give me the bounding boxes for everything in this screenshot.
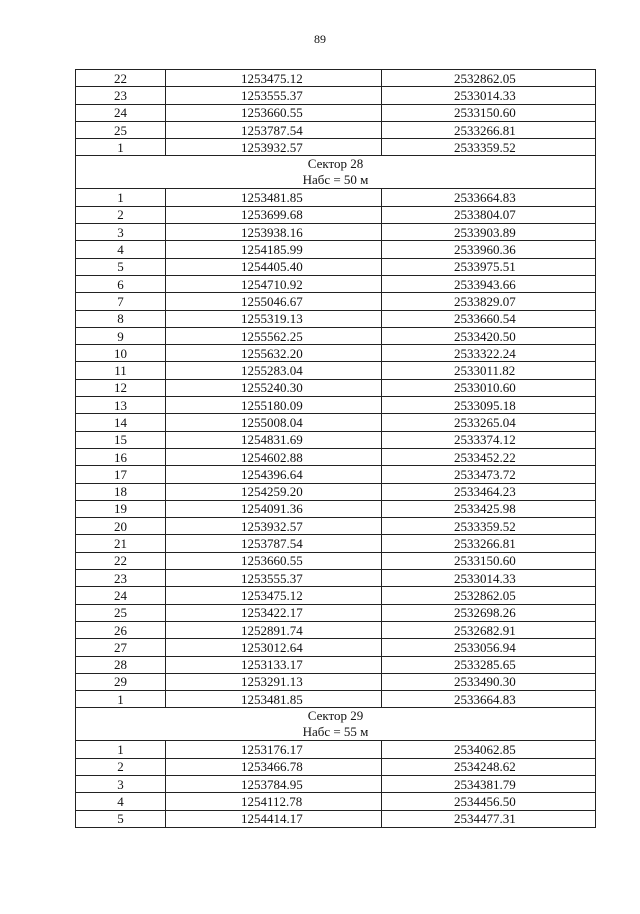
table-row <box>76 189 596 206</box>
x-coordinate-cell: 1254396.64 <box>166 466 382 483</box>
point-number-cell: 5 <box>76 810 166 827</box>
x-coordinate-cell: 1254414.17 <box>166 810 382 827</box>
table-row <box>76 310 596 327</box>
sector-header-row <box>76 708 596 741</box>
point-number-cell: 2 <box>76 206 166 223</box>
table-row <box>76 258 596 275</box>
x-coordinate-cell: 1254091.36 <box>166 500 382 517</box>
table-row <box>76 379 596 396</box>
table-row <box>76 206 596 223</box>
table-row <box>76 691 596 708</box>
x-coordinate-cell: 1255562.25 <box>166 327 382 344</box>
point-number-cell: 18 <box>76 483 166 500</box>
x-coordinate-cell: 1253555.37 <box>166 570 382 587</box>
y-coordinate-cell: 2533452.22 <box>382 448 596 465</box>
point-number-cell: 16 <box>76 448 166 465</box>
table-row <box>76 500 596 517</box>
point-number-cell: 1 <box>76 691 166 708</box>
point-number-cell: 12 <box>76 379 166 396</box>
x-coordinate-cell: 1253012.64 <box>166 639 382 656</box>
table-row <box>76 121 596 138</box>
sector-header-row <box>76 156 596 189</box>
point-number-cell: 28 <box>76 656 166 673</box>
y-coordinate-cell: 2533359.52 <box>382 139 596 156</box>
y-coordinate-cell: 2533150.60 <box>382 104 596 121</box>
x-coordinate-cell: 1253784.95 <box>166 775 382 792</box>
page-number: 89 <box>314 32 326 46</box>
point-number-cell: 3 <box>76 224 166 241</box>
y-coordinate-cell: 2532682.91 <box>382 621 596 638</box>
point-number-cell: 10 <box>76 345 166 362</box>
y-coordinate-cell: 2533265.04 <box>382 414 596 431</box>
x-coordinate-cell: 1253422.17 <box>166 604 382 621</box>
point-number-cell: 3 <box>76 775 166 792</box>
y-coordinate-cell: 2532862.05 <box>382 70 596 87</box>
y-coordinate-cell: 2533464.23 <box>382 483 596 500</box>
x-coordinate-cell: 1254259.20 <box>166 483 382 500</box>
y-coordinate-cell: 2533829.07 <box>382 293 596 310</box>
y-coordinate-cell: 2533420.50 <box>382 327 596 344</box>
table-row <box>76 639 596 656</box>
table-row <box>76 518 596 535</box>
x-coordinate-cell: 1254602.88 <box>166 448 382 465</box>
table-row <box>76 604 596 621</box>
table-row <box>76 293 596 310</box>
y-coordinate-cell: 2533804.07 <box>382 206 596 223</box>
point-number-cell: 26 <box>76 621 166 638</box>
point-number-cell: 9 <box>76 327 166 344</box>
x-coordinate-cell: 1253660.55 <box>166 552 382 569</box>
table-row <box>76 431 596 448</box>
y-coordinate-cell: 2532862.05 <box>382 587 596 604</box>
point-number-cell: 19 <box>76 500 166 517</box>
table-row <box>76 414 596 431</box>
table-row <box>76 448 596 465</box>
y-coordinate-cell: 2533095.18 <box>382 397 596 414</box>
sector-header <box>76 708 596 741</box>
point-number-cell: 25 <box>76 121 166 138</box>
table-row <box>76 587 596 604</box>
point-number-cell: 1 <box>76 741 166 758</box>
point-number-cell: 22 <box>76 552 166 569</box>
point-number-cell: 8 <box>76 310 166 327</box>
point-number-cell: 22 <box>76 70 166 87</box>
x-coordinate-cell: 1253475.12 <box>166 70 382 87</box>
x-coordinate-cell: 1253932.57 <box>166 139 382 156</box>
x-coordinate-cell: 1252891.74 <box>166 621 382 638</box>
y-coordinate-cell: 2533943.66 <box>382 275 596 292</box>
table-row <box>76 345 596 362</box>
coordinates-table <box>75 69 596 828</box>
y-coordinate-cell: 2532698.26 <box>382 604 596 621</box>
table-row <box>76 139 596 156</box>
y-coordinate-cell: 2534381.79 <box>382 775 596 792</box>
y-coordinate-cell: 2533660.54 <box>382 310 596 327</box>
y-coordinate-cell: 2533010.60 <box>382 379 596 396</box>
point-number-cell: 21 <box>76 535 166 552</box>
y-coordinate-cell: 2533266.81 <box>382 121 596 138</box>
point-number-cell: 15 <box>76 431 166 448</box>
point-number-cell: 1 <box>76 189 166 206</box>
point-number-cell: 14 <box>76 414 166 431</box>
y-coordinate-cell: 2533266.81 <box>382 535 596 552</box>
point-number-cell: 4 <box>76 241 166 258</box>
table-row <box>76 104 596 121</box>
y-coordinate-cell: 2534456.50 <box>382 793 596 810</box>
table-row <box>76 483 596 500</box>
y-coordinate-cell: 2533322.24 <box>382 345 596 362</box>
point-number-cell: 1 <box>76 139 166 156</box>
table-row <box>76 810 596 827</box>
point-number-cell: 2 <box>76 758 166 775</box>
y-coordinate-cell: 2533960.36 <box>382 241 596 258</box>
point-number-cell: 23 <box>76 570 166 587</box>
y-coordinate-cell: 2533664.83 <box>382 691 596 708</box>
y-coordinate-cell: 2533056.94 <box>382 639 596 656</box>
y-coordinate-cell: 2533374.12 <box>382 431 596 448</box>
table-row <box>76 397 596 414</box>
x-coordinate-cell: 1255632.20 <box>166 345 382 362</box>
table-row <box>76 741 596 758</box>
x-coordinate-cell: 1253176.17 <box>166 741 382 758</box>
table-row <box>76 241 596 258</box>
sector-height: Набс = 55 м <box>302 724 369 740</box>
table-row <box>76 70 596 87</box>
y-coordinate-cell: 2534248.62 <box>382 758 596 775</box>
y-coordinate-cell: 2533359.52 <box>382 518 596 535</box>
y-coordinate-cell: 2533975.51 <box>382 258 596 275</box>
y-coordinate-cell: 2533473.72 <box>382 466 596 483</box>
x-coordinate-cell: 1253932.57 <box>166 518 382 535</box>
x-coordinate-cell: 1253291.13 <box>166 673 382 690</box>
point-number-cell: 23 <box>76 87 166 104</box>
point-number-cell: 24 <box>76 587 166 604</box>
y-coordinate-cell: 2533014.33 <box>382 570 596 587</box>
y-coordinate-cell: 2534062.85 <box>382 741 596 758</box>
table-row <box>76 552 596 569</box>
x-coordinate-cell: 1253133.17 <box>166 656 382 673</box>
x-coordinate-cell: 1253466.78 <box>166 758 382 775</box>
table-row <box>76 656 596 673</box>
y-coordinate-cell: 2533664.83 <box>382 189 596 206</box>
table-row <box>76 87 596 104</box>
x-coordinate-cell: 1253475.12 <box>166 587 382 604</box>
y-coordinate-cell: 2533285.65 <box>382 656 596 673</box>
point-number-cell: 5 <box>76 258 166 275</box>
sector-header <box>76 156 596 189</box>
x-coordinate-cell: 1255240.30 <box>166 379 382 396</box>
x-coordinate-cell: 1253660.55 <box>166 104 382 121</box>
x-coordinate-cell: 1254831.69 <box>166 431 382 448</box>
point-number-cell: 27 <box>76 639 166 656</box>
sector-height: Набс = 50 м <box>302 172 369 188</box>
point-number-cell: 20 <box>76 518 166 535</box>
x-coordinate-cell: 1255008.04 <box>166 414 382 431</box>
table-row <box>76 535 596 552</box>
point-number-cell: 11 <box>76 362 166 379</box>
x-coordinate-cell: 1255180.09 <box>166 397 382 414</box>
x-coordinate-cell: 1253699.68 <box>166 206 382 223</box>
table-row <box>76 793 596 810</box>
y-coordinate-cell: 2533903.89 <box>382 224 596 241</box>
point-number-cell: 7 <box>76 293 166 310</box>
x-coordinate-cell: 1253555.37 <box>166 87 382 104</box>
table-row <box>76 275 596 292</box>
x-coordinate-cell: 1254405.40 <box>166 258 382 275</box>
y-coordinate-cell: 2533011.82 <box>382 362 596 379</box>
x-coordinate-cell: 1255046.67 <box>166 293 382 310</box>
y-coordinate-cell: 2533490.30 <box>382 673 596 690</box>
table-row <box>76 570 596 587</box>
point-number-cell: 13 <box>76 397 166 414</box>
table-row <box>76 224 596 241</box>
point-number-cell: 24 <box>76 104 166 121</box>
point-number-cell: 17 <box>76 466 166 483</box>
table-row <box>76 775 596 792</box>
x-coordinate-cell: 1253787.54 <box>166 535 382 552</box>
table-row <box>76 621 596 638</box>
x-coordinate-cell: 1255319.13 <box>166 310 382 327</box>
coordinates-table-body <box>76 70 596 828</box>
point-number-cell: 29 <box>76 673 166 690</box>
point-number-cell: 6 <box>76 275 166 292</box>
table-row <box>76 362 596 379</box>
x-coordinate-cell: 1253787.54 <box>166 121 382 138</box>
x-coordinate-cell: 1255283.04 <box>166 362 382 379</box>
x-coordinate-cell: 1253481.85 <box>166 691 382 708</box>
sector-title: Сектор 29 <box>307 708 364 724</box>
y-coordinate-cell: 2533014.33 <box>382 87 596 104</box>
table-row <box>76 327 596 344</box>
table-row <box>76 673 596 690</box>
x-coordinate-cell: 1253481.85 <box>166 189 382 206</box>
y-coordinate-cell: 2533150.60 <box>382 552 596 569</box>
x-coordinate-cell: 1254710.92 <box>166 275 382 292</box>
y-coordinate-cell: 2533425.98 <box>382 500 596 517</box>
point-number-cell: 25 <box>76 604 166 621</box>
x-coordinate-cell: 1254185.99 <box>166 241 382 258</box>
x-coordinate-cell: 1254112.78 <box>166 793 382 810</box>
table-row <box>76 466 596 483</box>
y-coordinate-cell: 2534477.31 <box>382 810 596 827</box>
x-coordinate-cell: 1253938.16 <box>166 224 382 241</box>
table-row <box>76 758 596 775</box>
sector-title: Сектор 28 <box>307 156 364 172</box>
point-number-cell: 4 <box>76 793 166 810</box>
